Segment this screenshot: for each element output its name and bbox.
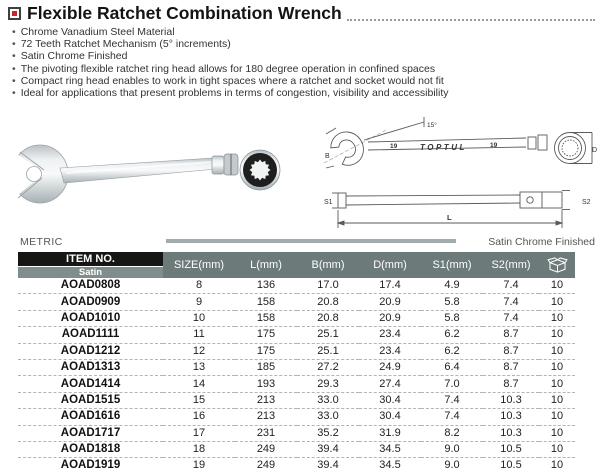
value-cell: 158 — [235, 294, 297, 310]
dim-b-label: B — [325, 153, 330, 160]
finish-label: Satin Chrome Finished — [488, 236, 595, 248]
feature-list — [12, 26, 596, 99]
item-no-cell: AOAD0909 — [18, 294, 163, 310]
value-cell: 27.2 — [297, 359, 359, 375]
feature-item: • Satin Chrome Finished — [12, 50, 596, 62]
value-cell: 249 — [235, 441, 297, 457]
column-header: S1(mm) — [421, 252, 483, 278]
column-header: S2(mm) — [483, 252, 539, 278]
value-cell: 213 — [235, 392, 297, 408]
value-cell: 17.0 — [297, 278, 359, 294]
value-cell: 7.4 — [421, 409, 483, 425]
value-cell: 249 — [256, 459, 276, 472]
value-cell: 34.5 — [379, 459, 401, 472]
value-cell: 20.9 — [359, 310, 421, 326]
value-cell: 9 — [163, 294, 235, 310]
value-cell: 10.3 — [483, 409, 539, 425]
header-top-strip — [166, 239, 456, 243]
dim-l-label: L — [447, 213, 452, 222]
title-dotted-rule — [347, 6, 595, 21]
feature-item: • 72 Teeth Ratchet Mechanism (5° increments) — [12, 38, 596, 50]
item-no-cell: AOAD1717 — [18, 425, 163, 441]
feature-item: • Compact ring head enables to work in tight spaces where a ratchet and socket would not fit — [12, 75, 596, 87]
flex-joint — [212, 154, 238, 175]
table-row — [18, 425, 575, 441]
angle-label: 15° — [427, 122, 437, 129]
value-cell: 14 — [163, 376, 235, 392]
table-row — [18, 376, 575, 392]
dim-s1-label: S1 — [324, 199, 333, 206]
value-cell: 35.2 — [297, 425, 359, 441]
item-no-cell: AOAD1212 — [18, 343, 163, 359]
brand-logo: TOPTUL — [420, 143, 467, 152]
item-no-cell: AOAD1111 — [18, 327, 163, 343]
value-cell: 5.8 — [421, 310, 483, 326]
ratchet-ring-head — [240, 150, 280, 190]
value-cell: 5.8 — [421, 294, 483, 310]
value-cell: 25.1 — [297, 343, 359, 359]
value-cell: 175 — [235, 327, 297, 343]
value-cell: 6.2 — [421, 327, 483, 343]
size-mark-left: 19 — [390, 143, 398, 150]
value-cell: 10.5 — [483, 441, 539, 457]
value-cell: 25.1 — [297, 327, 359, 343]
item-no-cell: AOAD1616 — [18, 409, 163, 425]
dim-s2-label: S2 — [582, 199, 591, 206]
table-row — [18, 278, 575, 294]
table-row — [18, 310, 575, 326]
qty-header-cell — [539, 252, 575, 278]
value-cell: 193 — [235, 376, 297, 392]
value-cell: 12 — [163, 343, 235, 359]
value-cell: 10 — [539, 343, 575, 359]
item-no-cell: AOAD1010 — [18, 310, 163, 326]
page-title: Flexible Ratchet Combination Wrench — [27, 3, 342, 23]
value-cell: 7.4 — [483, 310, 539, 326]
value-cell: 20.8 — [297, 294, 359, 310]
value-cell: 10 — [539, 359, 575, 375]
value-cell: 9.0 — [421, 441, 483, 457]
column-header: B(mm) — [297, 252, 359, 278]
table-header-row — [18, 252, 575, 278]
value-cell: 10.5 — [500, 459, 522, 472]
carton-box-icon — [547, 257, 568, 273]
value-cell: 10.3 — [483, 392, 539, 408]
value-cell: 8.2 — [421, 425, 483, 441]
table-row — [18, 327, 575, 343]
value-cell: 19 — [192, 459, 206, 472]
value-cell: 10.3 — [483, 425, 539, 441]
value-cell: 8.7 — [483, 376, 539, 392]
value-cell: 7.0 — [421, 376, 483, 392]
value-cell: 231 — [235, 425, 297, 441]
item-no-cell: AOAD1818 — [18, 441, 163, 457]
open-end-head — [6, 142, 68, 207]
feature-item: • Chrome Vanadium Steel Material — [12, 26, 596, 38]
red-square-bullet-icon — [8, 7, 21, 20]
value-cell: 8.7 — [483, 359, 539, 375]
value-cell: 136 — [235, 278, 297, 294]
value-cell: 4.9 — [421, 278, 483, 294]
value-cell: 158 — [235, 310, 297, 326]
value-cell: 39.4 — [297, 441, 359, 457]
value-cell: 6.2 — [421, 343, 483, 359]
size-mark-right: 19 — [490, 142, 498, 149]
table-row — [18, 359, 575, 375]
value-cell: 31.9 — [359, 425, 421, 441]
wrench-technical-drawing — [324, 116, 598, 240]
feature-item: • The pivoting flexible ratchet ring head allows for 180 degree operation in confined spaces — [12, 63, 596, 75]
item-no-cell: AOAD1919 — [60, 459, 121, 472]
table-row — [18, 409, 575, 425]
value-cell: 9.0 — [444, 459, 460, 472]
value-cell: 10 — [539, 376, 575, 392]
value-cell: 10 — [163, 310, 235, 326]
wrench-product-photo — [6, 112, 330, 222]
value-cell: 7.4 — [483, 294, 539, 310]
metric-label: METRIC — [20, 236, 63, 248]
value-cell: 39.4 — [317, 459, 339, 472]
side-view — [332, 191, 570, 229]
value-cell: 175 — [235, 343, 297, 359]
value-cell: 10 — [539, 310, 575, 326]
value-cell: 23.4 — [359, 327, 421, 343]
table-row — [18, 294, 575, 310]
value-cell: 7.4 — [483, 278, 539, 294]
value-cell: 33.0 — [297, 409, 359, 425]
value-cell: 34.5 — [359, 441, 421, 457]
title-row — [8, 3, 595, 24]
value-cell: 17 — [163, 425, 235, 441]
value-cell: 16 — [163, 409, 235, 425]
value-cell: 10 — [550, 459, 564, 472]
column-header: SIZE(mm) — [163, 252, 235, 278]
wrench-shaft — [60, 158, 216, 183]
value-cell: 10 — [539, 294, 575, 310]
item-no-cell: AOAD0808 — [18, 278, 163, 294]
value-cell: 30.4 — [359, 409, 421, 425]
table-row — [18, 441, 575, 457]
satin-sublabel: Satin — [18, 267, 163, 278]
item-no-header-cell — [18, 252, 163, 278]
value-cell: 20.9 — [359, 294, 421, 310]
item-no-label: ITEM NO. — [18, 252, 163, 266]
item-no-cell: AOAD1515 — [18, 392, 163, 408]
item-no-cell: AOAD1313 — [18, 359, 163, 375]
value-cell: 24.9 — [359, 359, 421, 375]
value-cell: 18 — [163, 441, 235, 457]
table-row — [18, 458, 575, 474]
value-cell: 10 — [539, 409, 575, 425]
value-cell: 10 — [539, 327, 575, 343]
value-cell: 29.3 — [297, 376, 359, 392]
value-cell: 10 — [539, 392, 575, 408]
value-cell: 185 — [235, 359, 297, 375]
value-cell: 15 — [163, 392, 235, 408]
value-cell: 10 — [539, 425, 575, 441]
value-cell: 30.4 — [359, 392, 421, 408]
value-cell: 13 — [163, 359, 235, 375]
value-cell: 23.4 — [359, 343, 421, 359]
value-cell: 8.7 — [483, 343, 539, 359]
value-cell: 8.7 — [483, 327, 539, 343]
value-cell: 10 — [539, 441, 575, 457]
spec-table-body — [18, 278, 575, 474]
value-cell: 213 — [235, 409, 297, 425]
table-row — [18, 343, 575, 359]
value-cell: 33.0 — [297, 392, 359, 408]
column-header: D(mm) — [359, 252, 421, 278]
table-row — [18, 392, 575, 408]
feature-item: • Ideal for applications that present problems in terms of congestion, visibility and accessibility — [12, 87, 596, 99]
value-cell: 11 — [163, 327, 235, 343]
spec-table — [18, 252, 575, 474]
value-cell: 27.4 — [359, 376, 421, 392]
item-no-cell: AOAD1414 — [18, 376, 163, 392]
value-cell: 20.8 — [297, 310, 359, 326]
value-cell: 17.4 — [359, 278, 421, 294]
dim-d-label: D — [592, 147, 598, 154]
value-cell: 8 — [163, 278, 235, 294]
value-cell: 6.4 — [421, 359, 483, 375]
value-cell: 10 — [539, 278, 575, 294]
column-header: L(mm) — [235, 252, 297, 278]
value-cell: 7.4 — [421, 392, 483, 408]
